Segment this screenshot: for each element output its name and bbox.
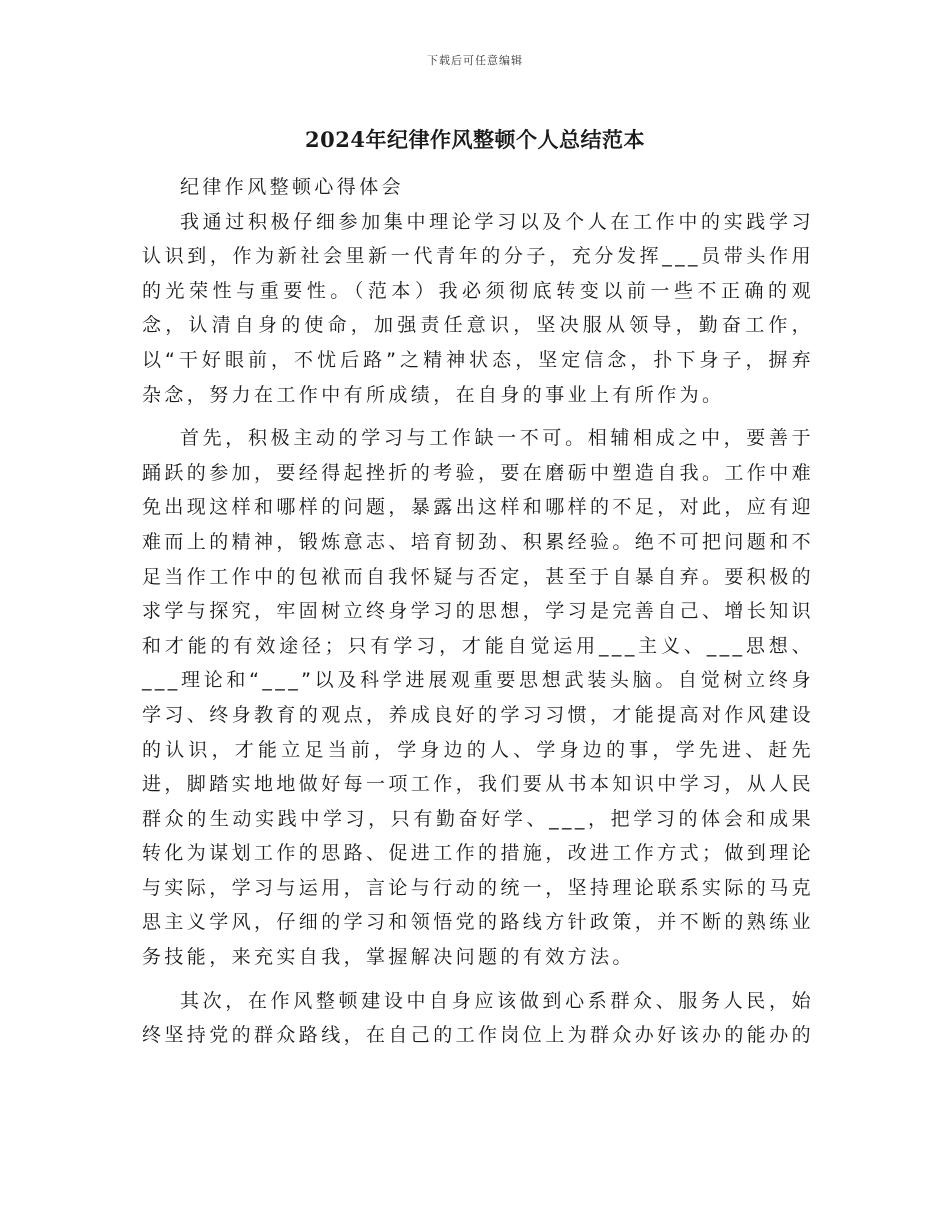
document-title: 2024年纪律作风整顿个人总结范本	[305, 127, 645, 152]
paragraph-first-point: 首先，积极主动的学习与工作缺一不可。相辅相成之中，要善于踊跃的参加，要经得起挫折的考验，要在磨砺中塑造自我。工作中难免出现这样和哪样的问题，暴露出这样和哪样的不足，对此，应有迎难而上的精神，锻炼意志、培育韧劲、积累经验。绝不可把问题和不足当作工作中的包袱而自我怀疑与否定，甚至于自暴自弃。要积极的求学与探究，牢固树立终身学习的思想，学习是完善自己、增长知识和才能的有效途径；只有学习，才能自觉运用___主义、___思想、___理论和“___”以及科学进展观重要思想武装头脑。自觉树立终身学习、终身教育的观点，养成良好的学习习惯，才能提高对作风建设的认识，才能立足当前，学身边的人、学身边的事，学先进、赶先进，脚踏实地地做好每一项工作，我们要从书本知识中学习，从人民群众的生动实践中学习，只有勤奋好学、___，把学习的体会和成果转化为谋划工作的思路、促进工作的措施，改进工作方式；做到理论与实际，学习与运用，言论与行动的统一，坚持理论联系实际的马克思主义学风，仔细的学习和领悟党的路线方针政策，并不断的熟练业务技能，来充实自我，掌握解决问题的有效方法。	[142, 427, 815, 969]
header-note: 下载后可任意编辑	[427, 54, 523, 67]
paragraph-intro: 我通过积极仔细参加集中理论学习以及个人在工作中的实践学习认识到，作为新社会里新一代青年的分子，充分发挥___员带头作用的光荣性与重要性。（范本）我必须彻底转变以前一些不正确的观念，认清自身的使命，加强责任意识，坚决服从领导，勤奋工作，以“干好眼前，不忧后路”之精神状态，坚定信念，扑下身子，摒弃杂念，努力在工作中有所成绩，在自身的事业上有所作为。	[142, 210, 814, 406]
document-body	[142, 170, 814, 1053]
paragraph-subtitle: 纪律作风整顿心得体会	[180, 176, 405, 198]
paragraph-second-point: 其次，在作风整顿建设中自身应该做到心系群众、服务人民，始终坚持党的群众路线，在自己的工作岗位上为群众办好该办的能办的	[142, 989, 815, 1047]
